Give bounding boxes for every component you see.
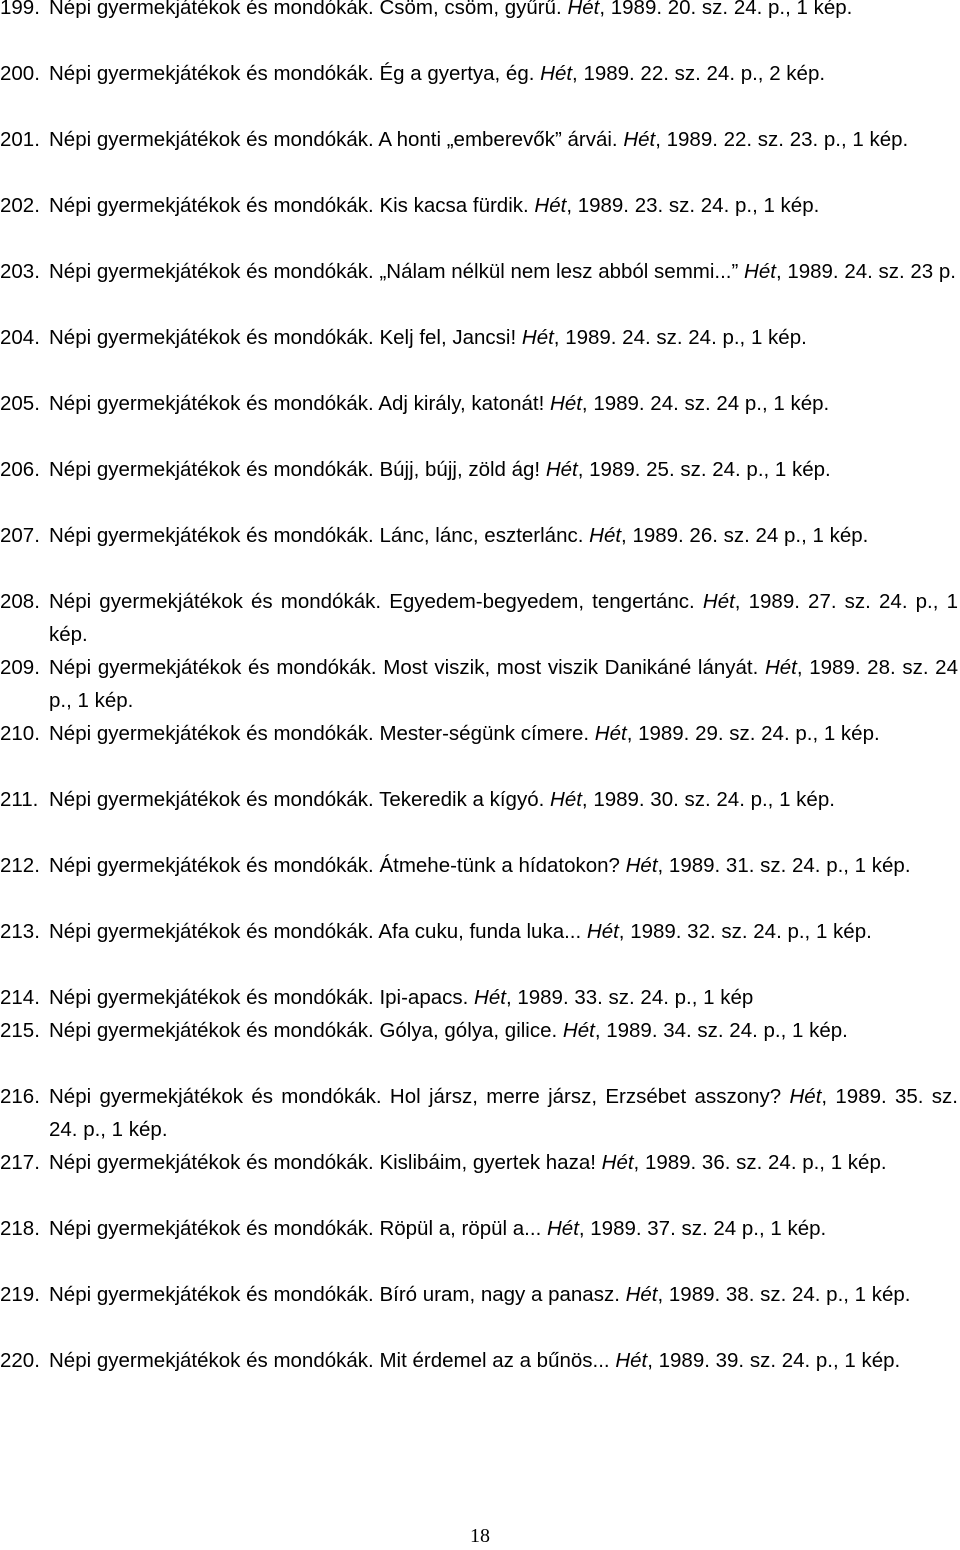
entry-series: Népi gyermekjátékok és mondókák. — [49, 854, 374, 877]
entry-series: Népi gyermekjátékok és mondókák. — [49, 722, 374, 745]
entry-series: Népi gyermekjátékok és mondókák. — [49, 392, 374, 415]
entry-citation: , 1989. 28. sz. 24 p., 1 kép. — [49, 656, 958, 712]
entry-number: 214. — [0, 986, 40, 1009]
entry-title: Bíró uram, nagy a panasz. — [379, 1283, 620, 1306]
entry-citation: , 1989. 24. sz. 24 p., 1 kép. — [581, 392, 830, 415]
entry-title: Kelj fel, Jancsi! — [379, 326, 517, 349]
entry-number: 210. — [0, 722, 40, 745]
bibliography-entry — [0, 58, 960, 91]
entry-number: 203. — [0, 260, 40, 283]
entry-citation: , 1989. 31. sz. 24. p., 1 kép. — [657, 854, 911, 877]
entry-source: Hét — [789, 1085, 822, 1108]
bibliography-entry — [0, 784, 960, 817]
entry-title: Gólya, gólya, gilice. — [379, 1019, 558, 1042]
entry-number: 206. — [0, 458, 40, 481]
entry-source: Hét — [623, 128, 656, 151]
entry-number: 205. — [0, 392, 40, 415]
entry-series: Népi gyermekjátékok és mondókák. — [49, 1349, 374, 1372]
bibliography-entry — [0, 652, 960, 717]
entry-source: Hét — [567, 0, 600, 19]
entry-series: Népi gyermekjátékok és mondókák. — [49, 0, 374, 19]
entry-series: Népi gyermekjátékok és mondókák. — [49, 1019, 374, 1042]
entry-series: Népi gyermekjátékok és mondókák. — [49, 128, 374, 151]
entry-number: 208. — [0, 590, 40, 613]
entry-series: Népi gyermekjátékok és mondókák. — [49, 920, 374, 943]
entry-number: 213. — [0, 920, 40, 943]
entry-title: Egyedem-begyedem, tengertánc. — [389, 590, 695, 613]
entry-source: Hét — [545, 458, 578, 481]
entry-source: Hét — [534, 194, 567, 217]
entry-citation: , 1989. 39. sz. 24. p., 1 kép. — [647, 1349, 901, 1372]
entry-citation: , 1989. 27. sz. 24. p., 1 kép. — [49, 590, 958, 646]
entry-source: Hét — [702, 590, 735, 613]
entry-title: Mester-ségünk címere. — [379, 722, 590, 745]
bibliography-entry — [0, 454, 960, 487]
entry-series: Népi gyermekjátékok és mondókák. — [49, 62, 374, 85]
entry-source: Hét — [589, 524, 622, 547]
entry-citation: , 1989. 34. sz. 24. p., 1 kép. — [594, 1019, 848, 1042]
entry-number: 207. — [0, 524, 40, 547]
entry-number: 199. — [0, 0, 40, 19]
entry-source: Hét — [562, 1019, 595, 1042]
entry-number: 202. — [0, 194, 40, 217]
entry-citation: , 1989. 30. sz. 24. p., 1 kép. — [581, 788, 835, 811]
entry-source: Hét — [474, 986, 506, 1009]
entry-series: Népi gyermekjátékok és mondókák. — [49, 1151, 374, 1174]
entry-title: Röpül a, röpül a... — [379, 1217, 542, 1240]
entry-title: Adj király, katonát! — [378, 392, 545, 415]
bibliography-entry — [0, 388, 960, 421]
bibliography-entry — [0, 1279, 960, 1312]
entry-number: 212. — [0, 854, 40, 877]
entry-number: 216. — [0, 1085, 40, 1108]
bibliography-entry — [0, 1213, 960, 1246]
bibliography-entry — [0, 586, 960, 651]
entry-title: Csöm, csöm, gyűrű. — [379, 0, 562, 19]
entry-citation: , 1989. 29. sz. 24. p., 1 kép. — [626, 722, 880, 745]
bibliography-entry — [0, 124, 960, 157]
entry-series: Népi gyermekjátékok és mondókák. — [49, 1283, 374, 1306]
entry-source: Hét — [546, 1217, 579, 1240]
entry-source: Hét — [764, 656, 797, 679]
bibliography-entry — [0, 0, 960, 25]
entry-series: Népi gyermekjátékok és mondókák. — [49, 986, 374, 1009]
entry-number: 215. — [0, 1019, 40, 1042]
entry-title: Mit érdemel az a bűnös... — [379, 1349, 610, 1372]
entry-title: Ég a gyertya, ég. — [379, 62, 535, 85]
entry-title: „Nálam nélkül nem lesz abból semmi...” — [379, 260, 739, 283]
entry-citation: , 1989. 36. sz. 24. p., 1 kép. — [633, 1151, 887, 1174]
entry-number: 219. — [0, 1283, 40, 1306]
entry-series: Népi gyermekjátékok és mondókák. — [49, 260, 374, 283]
entry-source: Hét — [594, 722, 627, 745]
bibliography-entry — [0, 1015, 960, 1048]
bibliography-entry — [0, 850, 960, 883]
bibliography-entry — [0, 1147, 960, 1180]
entry-series: Népi gyermekjátékok és mondókák. — [49, 788, 374, 811]
bibliography-entry — [0, 1081, 960, 1146]
entry-title: Hol jársz, merre jársz, Erzsébet asszony? — [389, 1085, 782, 1108]
entry-source: Hét — [601, 1151, 634, 1174]
bibliography-entry — [0, 916, 960, 949]
entry-number: 204. — [0, 326, 40, 349]
entry-series: Népi gyermekjátékok és mondókák. — [49, 458, 374, 481]
bibliography-entry — [0, 190, 960, 223]
entry-number: 201. — [0, 128, 40, 151]
entry-number: 209. — [0, 656, 40, 679]
entry-source: Hét — [625, 854, 658, 877]
bibliography-entry — [0, 1345, 960, 1378]
entry-source: Hét — [540, 62, 573, 85]
entry-title: Tekeredik a kígyó. — [379, 788, 545, 811]
entry-title: Bújj, bújj, zöld ág! — [379, 458, 541, 481]
entry-source: Hét — [625, 1283, 658, 1306]
entry-title: Lánc, lánc, eszterlánc. — [379, 524, 584, 547]
bibliography-entry — [0, 256, 960, 289]
entry-citation: , 1989. 22. sz. 23. p., 1 kép. — [655, 128, 909, 151]
entry-source: Hét — [586, 920, 619, 943]
entry-citation: , 1989. 24. sz. 23 p. — [775, 260, 957, 283]
entry-series: Népi gyermekjátékok és mondókák. — [49, 656, 377, 679]
bibliography-entry — [0, 322, 960, 355]
entry-title: Kis kacsa fürdik. — [379, 194, 529, 217]
entry-citation: , 1989. 38. sz. 24. p., 1 kép. — [657, 1283, 911, 1306]
entry-series: Népi gyermekjátékok és mondókák. — [49, 524, 374, 547]
entry-citation: , 1989. 20. sz. 24. p., 1 kép. — [599, 0, 853, 19]
entry-citation: , 1989. 25. sz. 24. p., 1 kép. — [577, 458, 831, 481]
entry-title: Kislibáim, gyertek haza! — [379, 1151, 596, 1174]
entry-citation: , 1989. 37. sz. 24 p., 1 kép. — [578, 1217, 827, 1240]
entry-series: Népi gyermekjátékok és mondókák. — [49, 1217, 374, 1240]
entry-source: Hét — [744, 260, 776, 283]
entry-title: Átmehe-tünk a hídatokon? — [379, 854, 620, 877]
entry-citation: , 1989. 32. sz. 24. p., 1 kép. — [618, 920, 872, 943]
bibliography-entry — [0, 982, 960, 1015]
entry-title: Ipi-apacs. — [379, 986, 469, 1009]
entry-citation: , 1989. 33. sz. 24. p., 1 kép — [505, 986, 754, 1009]
entry-series: Népi gyermekjátékok és mondókák. — [49, 590, 382, 613]
entry-series: Népi gyermekjátékok és mondókák. — [49, 194, 374, 217]
entry-title: Afa cuku, funda luka... — [378, 920, 582, 943]
page-number: 18 — [470, 1525, 490, 1547]
entry-citation: , 1989. 22. sz. 24. p., 2 kép. — [572, 62, 826, 85]
entry-source: Hét — [615, 1349, 648, 1372]
entry-series: Népi gyermekjátékok és mondókák. — [49, 326, 374, 349]
bibliography-entry — [0, 520, 960, 553]
entry-source: Hét — [550, 788, 582, 811]
entry-number: 211. — [0, 788, 39, 811]
entry-number: 200. — [0, 62, 40, 85]
entry-citation: , 1989. 35. sz. 24. p., 1 kép. — [49, 1085, 958, 1141]
bibliography-entry — [0, 718, 960, 751]
entry-citation: , 1989. 24. sz. 24. p., 1 kép. — [553, 326, 807, 349]
entry-title: A honti „emberevők” árvái. — [378, 128, 618, 151]
entry-number: 218. — [0, 1217, 40, 1240]
entry-number: 220. — [0, 1349, 40, 1372]
entry-series: Népi gyermekjátékok és mondókák. — [49, 1085, 382, 1108]
entry-source: Hét — [550, 392, 582, 415]
entry-number: 217. — [0, 1151, 40, 1174]
entry-citation: , 1989. 23. sz. 24. p., 1 kép. — [566, 194, 820, 217]
entry-title: Most viszik, most viszik Danikáné lányát. — [383, 656, 759, 679]
entry-citation: , 1989. 26. sz. 24 p., 1 kép. — [621, 524, 869, 547]
entry-source: Hét — [521, 326, 554, 349]
